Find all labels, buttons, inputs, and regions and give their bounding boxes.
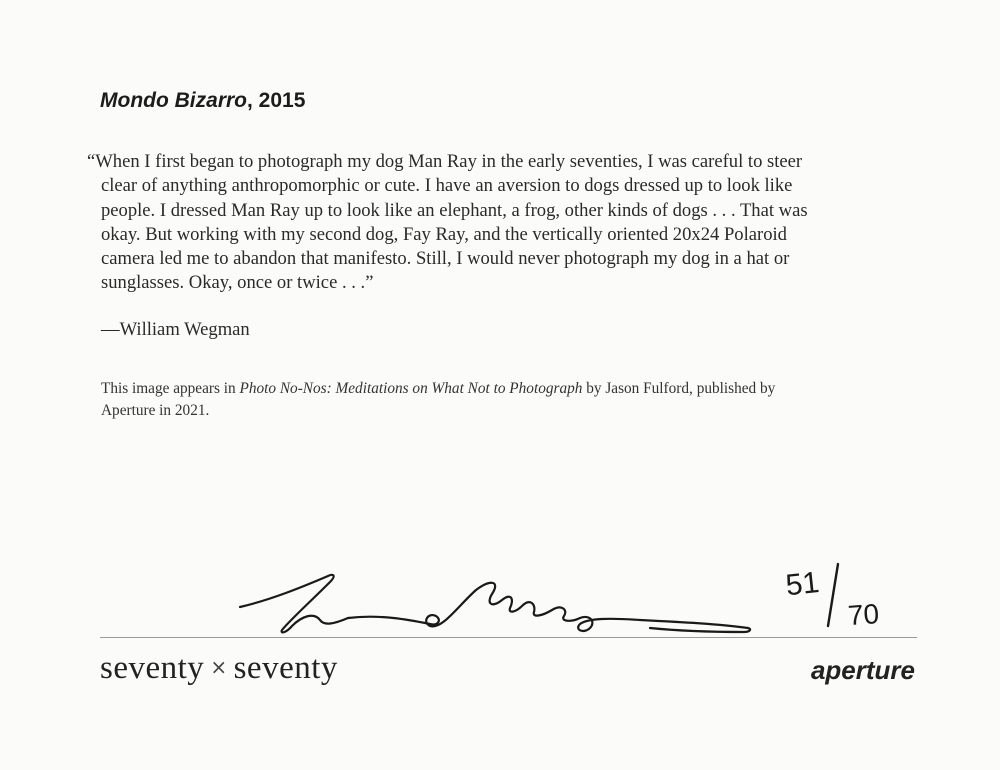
edition-count: 51 [784,566,821,603]
publication-credit [101,378,921,422]
quote-line: sunglasses. Okay, once or twice . . .” [101,272,374,294]
edition-total: 70 [846,598,881,632]
logo-word-1: seventy [100,650,205,686]
quote-line: “When I first began to photograph my dog Man Ray in the early seventies, I was careful to steer [87,151,803,172]
quote-attribution: —William Wegman [101,319,250,340]
edition-number [770,556,920,636]
credit-prefix: This image appears in [101,380,240,397]
logo-word-2: seventy [233,650,338,686]
title-work-name: Mondo Bizarro [100,89,247,112]
footer-divider [100,637,917,638]
credit-line-1 [101,378,921,400]
quote-line: camera led me to abandon that manifesto. Still, I would never photograph my dog in a hat or [101,248,790,270]
title-year: , 2015 [247,89,306,112]
quote-line: okay. But working with my second dog, Fay Ray, and the vertically oriented 20x24 Polaroid [101,223,787,245]
credit-suffix: by Jason Fulford, published by [582,380,776,397]
quote-line: clear of anything anthropomorphic or cute. I have an aversion to dogs dressed up to look like [101,175,793,197]
edition-slash [828,564,838,626]
artist-quote [87,150,917,296]
aperture-logo: aperture [810,655,915,685]
quote-line: people. I dressed Man Ray up to look like an elephant, a frog, other kinds of dogs . . . That was [101,199,808,221]
credit-line-2: Aperture in 2021. [101,402,210,419]
logo-times-sign: × [210,655,228,679]
page-title [100,89,305,113]
book-title: Photo No-Nos: Meditations on What Not to Photograph [239,380,583,397]
seventy-by-seventy-logo [100,650,338,687]
